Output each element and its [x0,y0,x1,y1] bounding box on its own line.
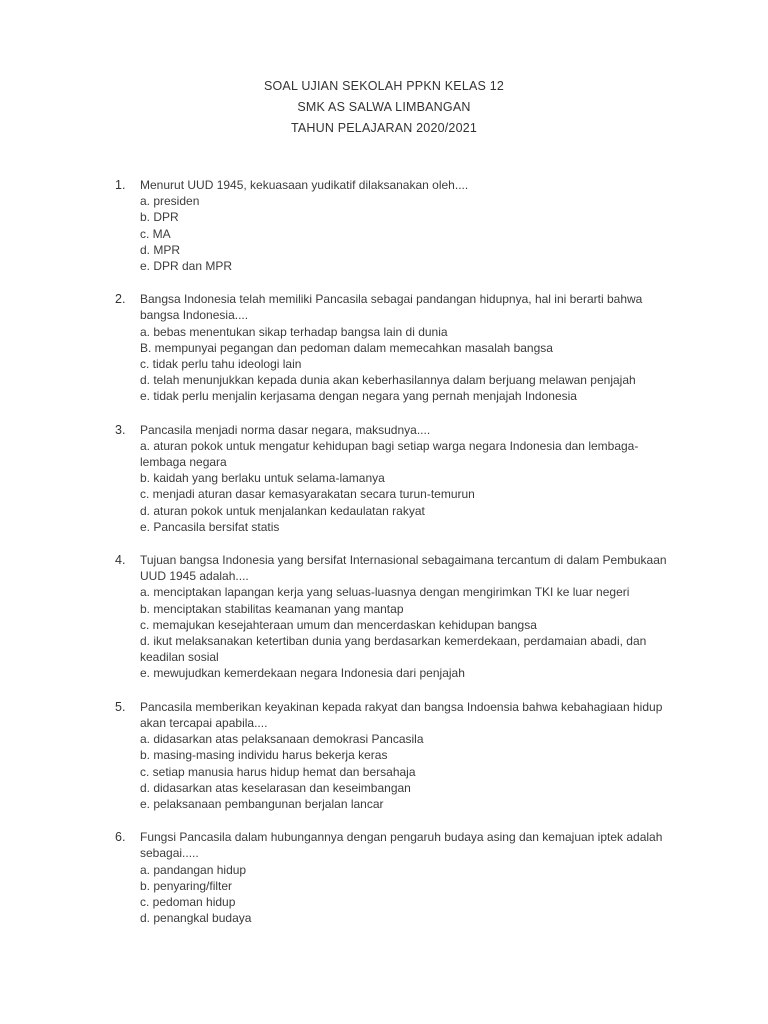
question-number: 5. [115,699,126,714]
option-d: d. telah menunjukkan kepada dunia akan keberhasilannya dalam berjuang melawan penjajah [140,373,636,388]
question-1 [0,177,768,274]
question-list [0,177,768,943]
option-c: c. tidak perlu tahu ideologi lain [140,357,302,372]
question-5 [0,699,768,812]
question-number: 1. [115,178,126,192]
option-c: c. setiap manusia harus hidup hemat dan bersahaja [140,764,416,779]
option-d: d. ikut melaksanakan ketertiban dunia yang berdasarkan kemerdekaan, perdamaian abadi, dan keadilan sosial [140,634,647,665]
option-b: b. penyaring/filter [140,878,233,893]
option-b: B. mempunyai pegangan dan pedoman dalam memecahkan masalah bangsa [140,340,553,355]
option-d: d. aturan pokok untuk menjalankan kedaulatan rakyat [140,503,425,518]
option-c: c. menjadi aturan dasar kemasyarakatan secara turun-temurun [140,487,475,502]
option-d: d. didasarkan atas keselarasan dan keseimbangan [140,780,411,795]
option-e: e. tidak perlu menjalin kerjasama dengan negara yang pernah menjajah Indonesia [140,389,577,404]
option-c: c. memajukan kesejahteraan umum dan mencerdaskan kehidupan bangsa [140,617,537,632]
option-a: a. presiden [140,194,200,209]
header-title: SOAL UJIAN SEKOLAH PPKN KELAS 12 [263,79,505,93]
question-2 [0,291,768,404]
option-b: b. menciptakan stabilitas keamanan yang mantap [140,601,404,616]
question-4 [0,552,768,682]
question-text: Pancasila menjadi norma dasar negara, maksudnya.... [140,422,431,437]
option-b: b. masing-masing individu harus bekerja keras [140,748,388,763]
question-text: Menurut UUD 1945, kekuasaan yudikatif dilaksanakan oleh.... [140,178,469,192]
question-6 [0,829,768,926]
question-text: Pancasila memberikan keyakinan kepada rakyat dan bangsa Indoensia bahwa kebahagiaan hidup akan tercapai apabila.... [140,699,663,730]
option-a: a. pandangan hidup [140,862,247,877]
option-c: c. pedoman hidup [140,894,236,909]
header-school: SMK AS SALWA LIMBANGAN [297,100,471,114]
option-a: a. menciptakan lapangan kerja yang seluas-luasnya dengan mengirimkan TKI ke luar negeri [140,585,630,600]
option-e: e. mewujudkan kemerdekaan negara Indonesia dari penjajah [140,666,465,681]
option-b: b. kaidah yang berlaku untuk selama-lamanya [140,471,385,486]
header-year: TAHUN PELAJARAN 2020/2021 [290,121,478,135]
option-c: c. MA [140,226,171,241]
question-text: Tujuan bangsa Indonesia yang bersifat Internasional sebagaimana tercantum di dalam Pembukaan UUD 1945 adalah.... [140,553,667,584]
question-number: 6. [115,830,126,845]
document-header [0,76,768,139]
question-number: 2. [115,292,126,307]
question-text: Fungsi Pancasila dalam hubungannya dengan pengaruh budaya asing dan kemajuan iptek adalah sebagai..... [140,830,663,861]
option-a: a. didasarkan atas pelaksanaan demokrasi Pancasila [140,732,424,747]
question-number: 4. [115,553,126,568]
question-3 [0,422,768,535]
option-a: a. aturan pokok untuk mengatur kehidupan bagi setiap warga negara Indonesia dan lembaga-lembaga negara [140,438,639,470]
option-e: e. Pancasila bersifat statis [140,519,280,534]
option-e: e. DPR dan MPR [140,259,233,274]
question-number: 3. [115,422,126,437]
option-e: e. pelaksanaan pembangunan berjalan lancar [140,796,384,811]
option-d: d. MPR [140,242,181,257]
option-a: a. bebas menentukan sikap terhadap bangsa lain di dunia [140,324,448,339]
option-d: d. penangkal budaya [140,911,252,926]
option-b: b. DPR [140,210,179,225]
question-text: Bangsa Indonesia telah memiliki Pancasila sebagai pandangan hidupnya, hal ini berarti bahwa bangsa Indonesia.... [140,292,643,323]
